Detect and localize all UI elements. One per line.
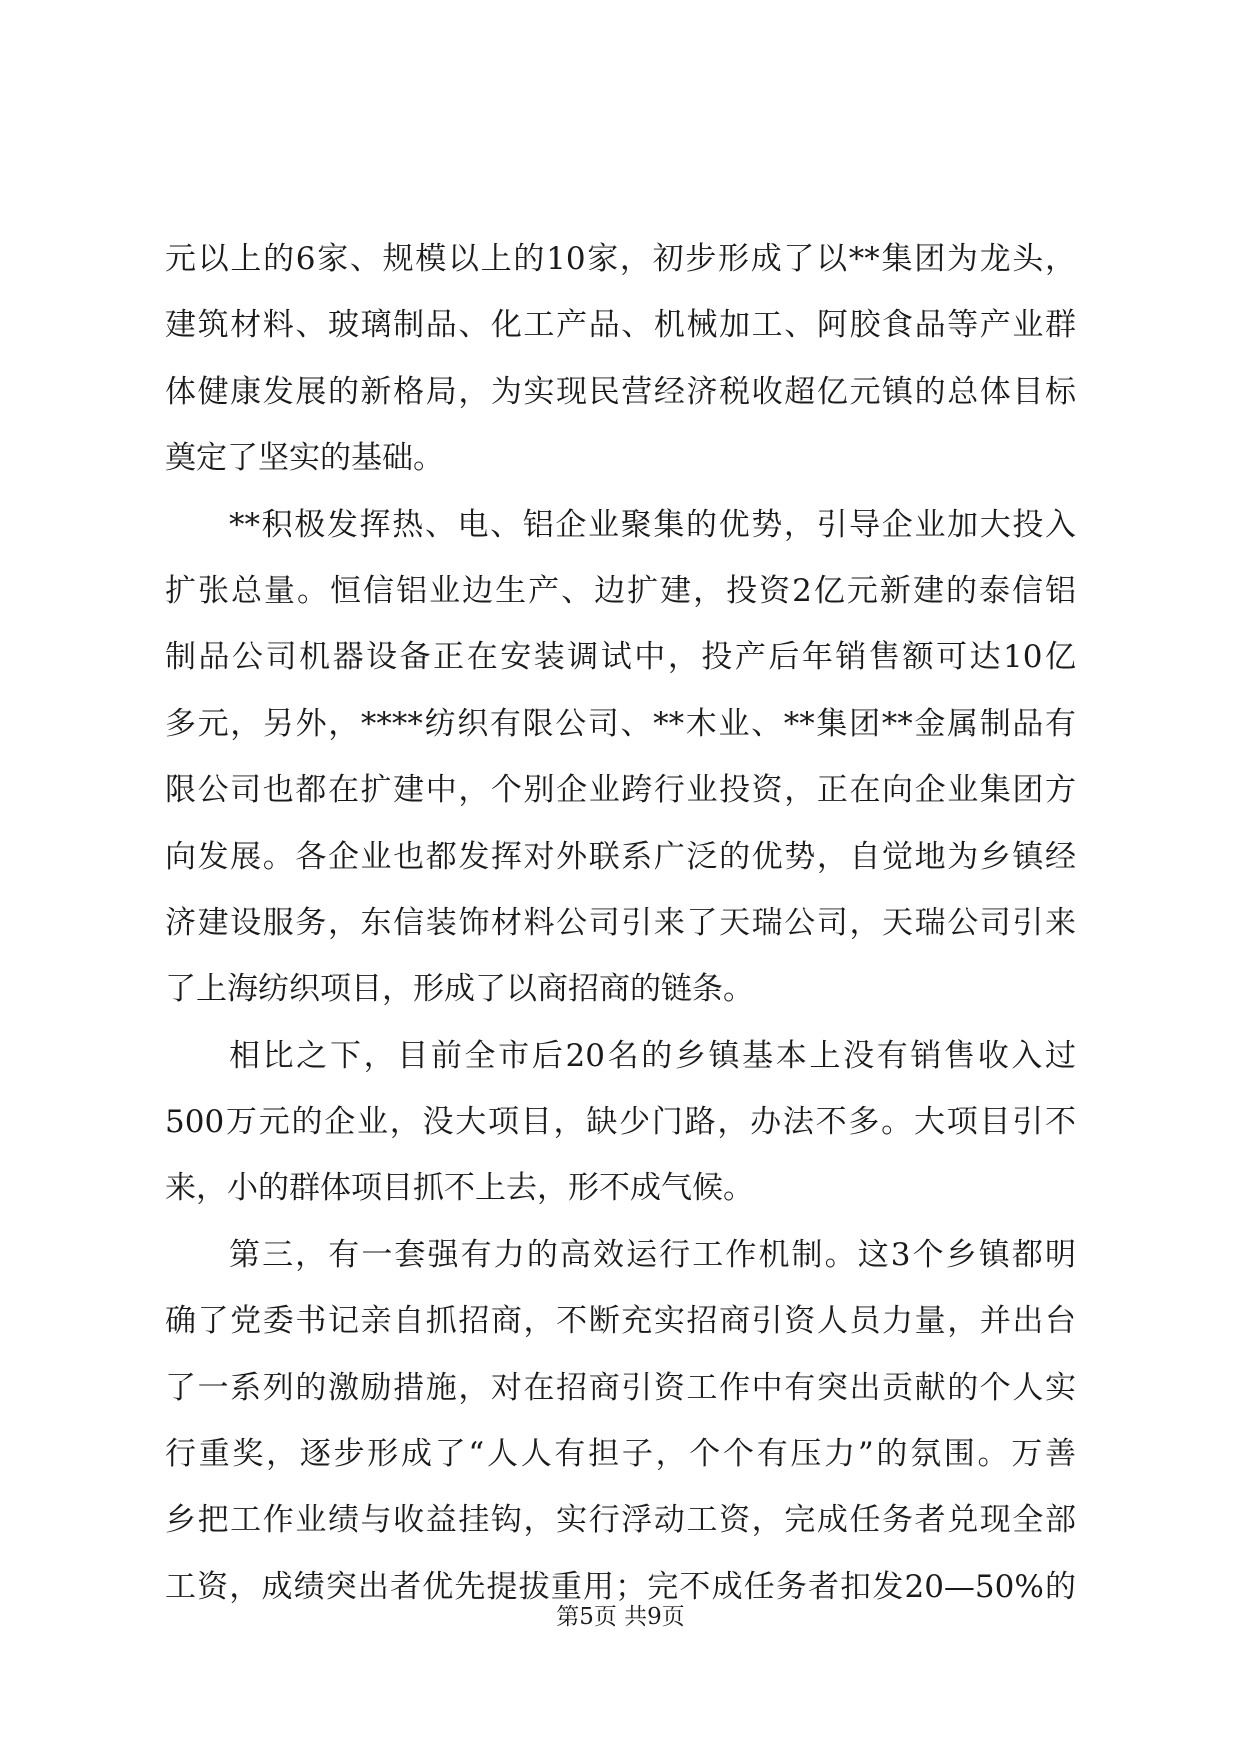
text-line: 了上海纺织项目，形成了以商招商的链条。 (165, 971, 754, 1008)
text-line: 相比之下，目前全市后20名的乡镇基本上没有销售收入过 (229, 1037, 1076, 1074)
text-line: 500万元的企业，没大项目，缺少门路，办法不多。大项目引不 (165, 1104, 1076, 1141)
text-line: 多元，另外，****纺织有限公司、**木业、**集团**金属制品有 (165, 705, 1076, 742)
text-line: 体健康发展的新格局，为实现民营经济税收超亿元镇的总体目标 (165, 373, 1076, 410)
text-line: 奠定了坚实的基础。 (165, 440, 444, 477)
text-line: 了一系列的激励措施，对在招商引资工作中有突出贡献的个人实 (165, 1369, 1076, 1406)
text-line: 制品公司机器设备正在安装调试中，投产后年销售额可达10亿 (165, 639, 1076, 676)
text-line: 确了党委书记亲自抓招商，不断充实招商引资人员力量，并出台 (165, 1303, 1076, 1340)
text-line: 工资，成绩突出者优先提拔重用；完不成任务者扣发20—50%的 (165, 1568, 1076, 1605)
text-line: 济建设服务，东信装饰材料公司引来了天瑞公司，天瑞公司引来 (165, 904, 1076, 941)
text-line: 来，小的群体项目抓不上去，形不成气候。 (165, 1170, 754, 1207)
text-line: 向发展。各企业也都发挥对外联系广泛的优势，自觉地为乡镇经 (165, 838, 1076, 875)
text-line: 元以上的6家、规模以上的10家，初步形成了以**集团为龙头， (165, 241, 1076, 277)
text-line: 建筑材料、玻璃制品、化工产品、机械加工、阿胶食品等产业群 (165, 307, 1076, 344)
text-line: 行重奖，逐步形成了“人人有担子，个个有压力”的氛围。万善 (165, 1436, 1076, 1473)
text-line: 乡把工作业绩与收益挂钩，实行浮动工资，完成任务者兑现全部 (165, 1502, 1076, 1539)
text-line: 扩张总量。恒信铝业边生产、边扩建，投资2亿元新建的泰信铝 (165, 572, 1076, 609)
page-footer: 第5页 共9页 (556, 1604, 685, 1630)
text-line: 限公司也都在扩建中，个别企业跨行业投资，正在向企业集团方 (165, 772, 1076, 809)
text-line: 第三，有一套强有力的高效运行工作机制。这3个乡镇都明 (229, 1236, 1076, 1273)
body-text (165, 226, 1076, 1620)
text-line: **积极发挥热、电、铝企业聚集的优势，引导企业加大投入 (229, 506, 1076, 543)
